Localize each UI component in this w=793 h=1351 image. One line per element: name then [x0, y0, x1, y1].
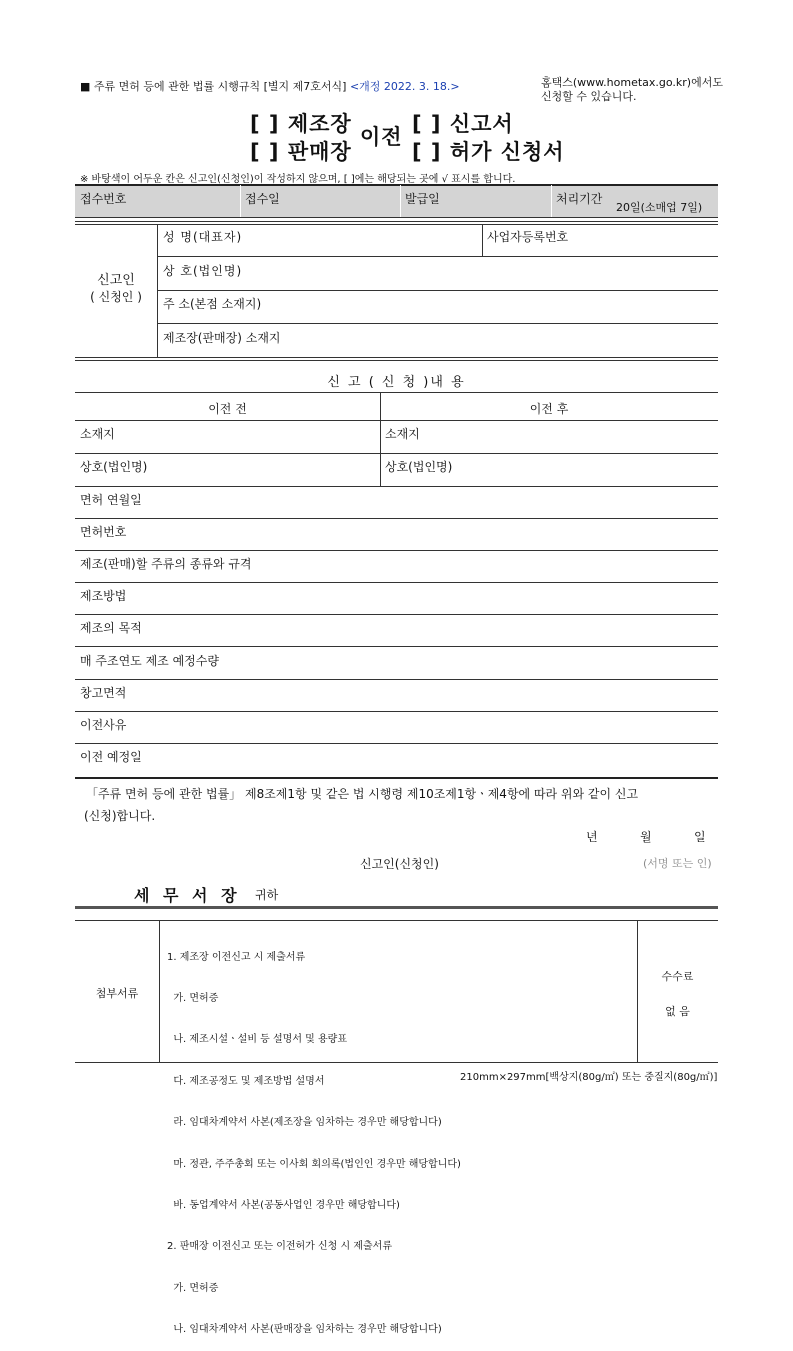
attachment-item: 바. 동업계약서 사본(공동사업인 경우만 해당합니다): [167, 1199, 400, 1211]
trade-name-after-field[interactable]: 상호(법인명): [385, 460, 453, 474]
attachment-item: 가. 면허증: [167, 1282, 219, 1294]
signature-hint: (서명 또는 인): [643, 857, 712, 870]
issue-date-label: 발급일: [405, 192, 440, 206]
planned-move-date-field[interactable]: 이전 예정일: [80, 750, 142, 764]
premises-location-field[interactable]: 제조장(판매장) 소재지: [163, 331, 281, 345]
declaration-text: 「주류 면허 등에 관한 법률」 제8조제1항 및 같은 법 시행령 제10조제1항ㆍ제4항에 따라 위와 같이 신고: [86, 787, 639, 801]
fill-notice: ※ 바탕색이 어두운 칸은 신고인(신청인)이 작성하지 않으며, [ ]에는 해당되는 곳에 √ 표시를 합니다.: [80, 174, 516, 185]
tax-office-name: 세 무 서 장: [134, 886, 241, 905]
applicant-label: 신고인 ( 신청인 ): [90, 273, 142, 304]
processing-period-label: 처리기간: [556, 192, 603, 206]
title-option-permit: [ ] 허가 신청서: [412, 140, 565, 164]
trade-name-field[interactable]: 상 호(법인명): [163, 264, 243, 278]
title-move: 이전: [360, 125, 403, 149]
attachment-item: 라. 임대차계약서 사본(제조장을 임차하는 경우만 해당합니다): [167, 1117, 442, 1129]
move-reason-field[interactable]: 이전사유: [80, 718, 127, 732]
paper-spec: 210mm×297mm[백상지(80g/㎡) 또는 중질지(80g/㎡)]: [460, 1072, 718, 1083]
date-month: 월: [640, 830, 652, 844]
processing-period-value: 20일(소매업 7일): [616, 201, 703, 214]
date-year: 년: [586, 830, 598, 844]
content-heading: 신 고 ( 신 청 )내 용: [327, 375, 466, 390]
fee-label: 수수료: [661, 970, 694, 983]
attachment-item: 다. 제조공정도 및 제조방법 설명서: [167, 1075, 325, 1087]
receipt-date-label: 접수일: [245, 192, 280, 206]
trade-name-before-field[interactable]: 상호(법인명): [80, 460, 148, 474]
manufacturing-method-field[interactable]: 제조방법: [80, 589, 127, 603]
before-move-header: 이전 전: [208, 402, 247, 416]
receipt-number-label: 접수번호: [80, 192, 127, 206]
after-move-header: 이전 후: [529, 402, 569, 416]
attachment-item: 나. 제조시설ㆍ설비 등 설명서 및 용량표: [167, 1034, 347, 1046]
attachment-item: 나. 임대차계약서 사본(판매장을 임차하는 경우만 해당합니다): [167, 1324, 442, 1336]
attachment-item: 가. 면허증: [167, 992, 219, 1004]
planned-quantity-field[interactable]: 매 주조연도 제조 예정수량: [80, 654, 219, 668]
title-option-store: [ ] 판매장: [250, 140, 352, 164]
signer-label: 신고인(신청인): [360, 857, 439, 871]
revision-note: <개정 2022. 3. 18.>: [349, 80, 460, 93]
attachment-item: 2. 판매장 이전신고 또는 이전허가 신청 시 제출서류: [167, 1241, 392, 1253]
attachment-item: 마. 정관, 주주총회 또는 이사회 회의록(법인인 경우만 해당합니다): [167, 1158, 461, 1170]
fee-value: 없 음: [665, 1005, 690, 1018]
attachments-label: 첨부서류: [95, 987, 139, 1000]
attachments-list: [167, 923, 461, 1351]
manufacturing-purpose-field[interactable]: 제조의 목적: [80, 621, 142, 635]
tax-office-suffix: 귀하: [255, 888, 279, 902]
attachment-item: 1. 제조장 이전신고 시 제출서류: [167, 951, 306, 963]
warehouse-area-field[interactable]: 창고면적: [80, 686, 127, 700]
location-after-field[interactable]: 소재지: [385, 427, 420, 441]
representative-name-field[interactable]: 성 명(대표자): [163, 230, 243, 244]
form-rule: ■ 주류 면허 등에 관한 법률 시행규칙 [별지 제7호서식] <개정 2022. 3. 18.>: [80, 80, 460, 93]
date-day: 일: [694, 830, 706, 844]
license-number-field[interactable]: 면허번호: [80, 525, 127, 539]
liquor-type-field[interactable]: 제조(판매)할 주류의 종류와 규격: [80, 557, 252, 571]
license-date-field[interactable]: 면허 연월일: [80, 493, 142, 507]
head-office-address-field[interactable]: 주 소(본점 소재지): [163, 297, 262, 311]
declaration-text-cont: (신청)합니다.: [84, 809, 156, 823]
business-registration-number-field[interactable]: 사업자등록번호: [487, 230, 569, 244]
location-before-field[interactable]: 소재지: [80, 427, 115, 441]
title-option-factory: [ ] 제조장: [250, 112, 352, 136]
title-option-report: [ ] 신고서: [412, 112, 514, 136]
hometax-note: 홈택스(www.hometax.go.kr)에서도 신청할 수 있습니다.: [541, 76, 723, 103]
